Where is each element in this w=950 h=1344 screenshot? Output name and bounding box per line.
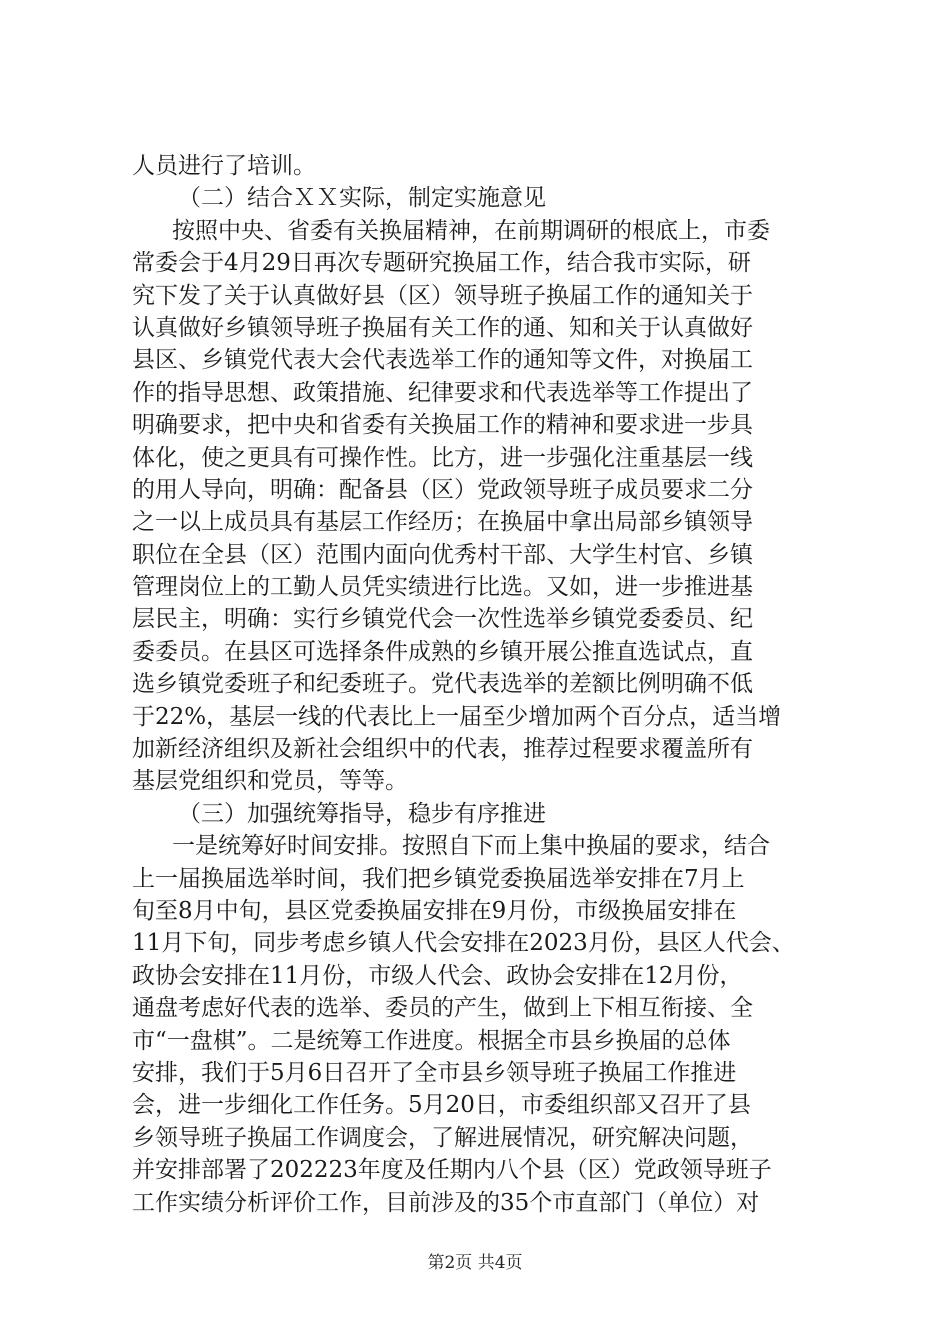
text-line: 于22%，基层一线的代表比上一届至少增加两个百分点，适当增 (132, 703, 782, 730)
text-line: 政协会安排在11月份，市级人代会、政协会安排在12月份， (132, 962, 743, 989)
paragraph-first-line: 按照中央、省委有关换届精神，在前期调研的根底上，市委 (172, 217, 770, 244)
text-line: 安排，我们于5月6日召开了全市县乡领导班子换届工作推进 (132, 1059, 737, 1086)
text-line: 工作实绩分析评价工作，目前涉及的35个市直部门（单位）对 (132, 1189, 760, 1216)
text-line: 认真做好乡镇领导班子换届有关工作的通、知和关于认真做好 (132, 314, 753, 341)
text-line: 明确要求，把中央和省委有关换届工作的精神和要求进一步具 (132, 412, 753, 439)
document-body (132, 150, 842, 1219)
text-line: 会，进一步细化工作任务。5月20日，市委组织部又召开了县 (132, 1092, 751, 1119)
text-line: 究下发了关于认真做好县（区）领导班子换届工作的通知关于 (132, 282, 753, 309)
text-line: 管理岗位上的工勤人员凭实绩进行比选。又如，进一步推进基 (132, 574, 753, 601)
text-line: 市“一盘棋”。二是统筹工作进度。根据全市县乡换届的总体 (132, 1027, 731, 1054)
page-number: 第2页 共4页 (427, 1253, 523, 1273)
paragraph-first-line: 一是统筹好时间安排。按照自下而上集中换届的要求，结合 (172, 833, 770, 860)
text-line: 的用人导向，明确：配备县（区）党政领导班子成员要求二分 (132, 476, 753, 503)
text-line: 人员进行了培训。 (132, 153, 316, 179)
text-line: 选乡镇党委班子和纪委班子。党代表选举的差额比例明确不低 (132, 671, 753, 698)
text-line: 层民主，明确：实行乡镇党代会一次性选举乡镇党委委员、纪 (132, 606, 753, 633)
section-heading: （三）加强统筹指导，稳步有序推进 (178, 800, 546, 827)
text-line: 通盘考虑好代表的选举、委员的产生，做到上下相互衔接、全 (132, 995, 753, 1022)
section-heading: （二）结合ＸＸ实际，制定实施意见 (178, 185, 546, 212)
text-line: 11月下旬，同步考虑乡镇人代会安排在2023月份，县区人代会、 (132, 930, 795, 957)
text-line: 加新经济组织及新社会组织中的代表，推荐过程要求覆盖所有 (132, 736, 753, 763)
text-line: 体化，使之更具有可操作性。比方，进一步强化注重基层一线 (132, 444, 753, 471)
text-line: 之一以上成员具有基层工作经历；在换届中拿出局部乡镇领导 (132, 509, 753, 536)
text-line: 作的指导思想、政策措施、纪律要求和代表选举等工作提出了 (132, 379, 753, 406)
text-line: 委委员。在县区可选择条件成熟的乡镇开展公推直选试点，直 (132, 638, 753, 665)
text-line: 常委会于4月29日再次专题研究换届工作，结合我市实际，研 (132, 250, 751, 277)
text-line: 并安排部署了202223年度及任期内八个县（区）党政领导班子 (132, 1157, 772, 1184)
text-line: 上一届换届选举时间，我们把乡镇党委换届选举安排在7月上 (132, 865, 745, 892)
text-line: 乡领导班子换届工作调度会，了解进展情况，研究解决问题， (132, 1124, 753, 1151)
text-line: 基层党组织和党员，等等。 (132, 768, 408, 795)
text-line: 旬至8月中旬，县区党委换届安排在9月份，市级换届安排在 (132, 897, 737, 924)
text-line: 县区、乡镇党代表大会代表选举工作的通知等文件，对换届工 (132, 347, 753, 374)
text-line: 职位在全县（区）范围内面向优秀村干部、大学生村官、乡镇 (132, 541, 753, 568)
